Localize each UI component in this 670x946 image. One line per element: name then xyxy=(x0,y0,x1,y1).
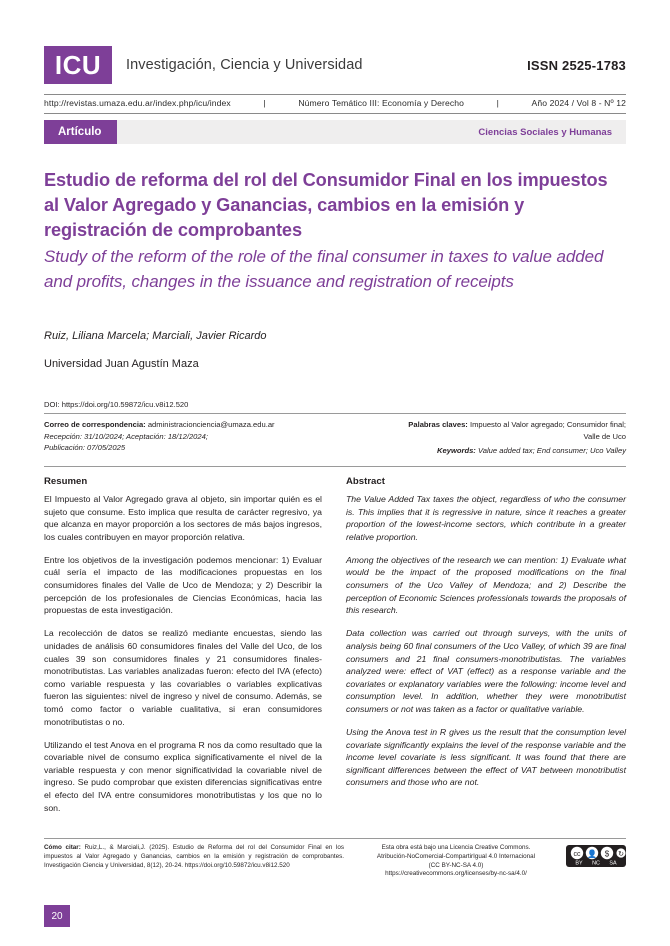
cc-label-sa: SA xyxy=(609,860,617,867)
journal-name: Investigación, Ciencia y Universidad xyxy=(126,57,363,73)
page-number: 20 xyxy=(44,905,70,927)
author-list: Ruiz, Liliana Marcela; Marciali, Javier Ricardo xyxy=(44,330,267,342)
doi-divider-bottom xyxy=(44,466,626,467)
section-bar xyxy=(44,120,626,144)
svg-text:👤: 👤 xyxy=(587,849,597,859)
section-area-label: Ciencias Sociales y Humanas xyxy=(478,126,612,138)
section-type-tag: Artículo xyxy=(44,120,117,144)
license-line-1: Esta obra está bajo una Licencia Creative Commons. xyxy=(381,844,531,851)
footer-divider xyxy=(44,838,626,839)
correspondence-email[interactable]: administracionciencia@umaza.edu.ar xyxy=(147,420,275,429)
abstract-heading: Abstract xyxy=(346,476,385,487)
svg-text:$: $ xyxy=(604,849,610,859)
license-line-2: Atribución-NoComercial-CompartirIgual 4.0 Internacional xyxy=(376,852,536,860)
abstract-paragraph-1: The Value Added Tax taxes the object, regardless of who the consumer is. This implies that it is regressive in nature, since it reaches a greater proportion of the lowest-income sectors, which contribute in a greater relative proportion. xyxy=(346,494,626,542)
abstract-paragraph-2: Among the objectives of the research we can mention: 1) Evaluate what would be the impact of the proposed modifications on the final consumers of the Uco Valley of Mendoza; and 2) Describe the perception of Economic Sciences professionals towards the proposals of this research. xyxy=(346,554,626,616)
issue-title: Número Temático III: Economía y Derecho xyxy=(298,98,465,108)
cc-label-by: BY xyxy=(575,860,583,867)
doi-line[interactable]: DOI: https://doi.org/10.59872/icu.v8i12.520 xyxy=(44,400,189,409)
masthead xyxy=(44,46,626,84)
citation-label: Cómo citar: xyxy=(44,844,81,851)
correspondence-label: Correo de correspondencia: xyxy=(44,420,146,429)
resumen-paragraph-1: El Impuesto al Valor Agregado grava al objeto, sin importar quién es el sujeto que consume. Esto implica que resulta de carácter regresivo, ya que alcanza en mayor proporción a los sectores de más bajos ingresos, los cuales contribuyen en mayor proporción relativa. xyxy=(44,494,322,542)
journal-logo: ICU xyxy=(44,46,112,84)
keywords-label-es: Palabras claves: xyxy=(408,420,468,429)
header-meta-line xyxy=(44,98,626,108)
keywords-value-en: Value added tax; End consumer; Uco Valley xyxy=(477,446,626,456)
svg-text:↻: ↻ xyxy=(618,851,624,858)
year-volume: Año 2024 / Vol 8 - Nº 12 xyxy=(531,98,626,108)
citation-block xyxy=(44,844,344,870)
citation-text: Ruiz,L., & Marciali,J. (2025). Estudio de Reforma del rol del Consumidor Final en los impuestos al Valor Agregado y Ganancias, cambios en la emisión y registración de comprobantes. Investigación Ciencia y Universidad, 8(12), 20-24. https://doi.org/10.59872/icu.v8i12.520 xyxy=(44,844,344,869)
license-line-3: (CC BY-NC-SA 4.0) xyxy=(428,861,484,869)
header-divider-top xyxy=(44,94,626,95)
correspondence-block xyxy=(44,419,344,454)
page-title: Estudio de reforma del rol del Consumidor Final en los impuestos al Valor Agregado y Ganancias, cambios en la emisión y registración de comprobantes xyxy=(44,170,608,240)
svg-text:cc: cc xyxy=(573,851,581,858)
resumen-paragraph-4: Utilizando el test Anova en el programa R nos da como resultado que la covariable nivel de consumo explica significativamente el nivel de la variable respuesta y con menor significatividad la covariable nivel de ingreso. Se pudo comprobar que existen diferencias significativas entre el efecto del IVA entre consumidores monotributistas y los que no lo son. xyxy=(44,739,322,813)
doi-divider-top xyxy=(44,413,626,414)
publication-date: Publicación: 07/05/2025 xyxy=(44,443,126,453)
resumen-paragraph-2: Entre los objetivos de la investigación podemos mencionar: 1) Evaluar cuál sería el impacto de las modificaciones propuestas en los consumidores finales del Valle de Uco de Mendoza; y 2) Describir la percepción de los profesionales de Ciencias Económicas, hacia las propuestas de esta investigación. xyxy=(44,554,322,616)
creative-commons-icon[interactable] xyxy=(566,845,626,867)
keywords-label-en: Keywords: xyxy=(437,446,476,456)
affiliation: Universidad Juan Agustín Maza xyxy=(44,358,199,370)
abstract-column xyxy=(346,476,626,799)
page-title-english: Study of the reform of the role of the final consumer in taxes to value added and profits, changes in the issuance and registration of receipts xyxy=(44,247,604,291)
reception-acceptance-dates: Recepción: 31/10/2024; Aceptación: 18/12/2024; xyxy=(44,431,208,441)
abstract-paragraph-4: Using the Anova test in R gives us the result that the consumption level covariate significantly explains the level of the response variable and the income level covariate is less significant. It was found that there are significant differences between the effect of VAT between monotributist consumers and those who are not. xyxy=(346,727,626,788)
resumen-paragraph-3: La recolección de datos se realizó mediante encuestas, siendo las unidades de análisis 60 consumidores finales del Valle del Uco, de los cuales 39 son consumidores finales y 21 consumidores finales-monotributistas. Las variables analizadas fueron: efecto del IVA (efecto) como variable respuesta y las covariables o variables explicativas fueron las siguientes: nivel de ingreso y nivel de consumo. Además, se tomó como factor o variable cualitativa, si eran consumidores monotributistas o no. xyxy=(44,628,322,727)
journal-url[interactable]: http://revistas.umaza.edu.ar/index.php/icu/index xyxy=(44,98,231,108)
header-divider-bottom xyxy=(44,113,626,114)
cc-label-nc: NC xyxy=(592,860,600,867)
license-block xyxy=(352,844,560,879)
keywords-value-es-cont: Valle de Uco xyxy=(583,431,626,441)
keywords-value-es: Impuesto al Valor agregado; Consumidor final; xyxy=(469,420,626,429)
meta-separator-1: | xyxy=(263,98,266,108)
abstract-paragraph-3: Data collection was carried out through surveys, with the units of analysis being 60 final consumers of the Uco Valley, of which 39 are final consumers and 21 final consumers-monotributistas. The variables analyzed were: effect of VAT (effect) as a response variable and the covariates or explanatory variables were the following: income level and consumption level. In addition, whether they were monotributist consumers or not was taken as a factor or qualitative variable. xyxy=(346,628,626,714)
license-url[interactable]: https://creativecommons.org/licenses/by-nc-sa/4.0/ xyxy=(385,870,527,878)
resumen-column xyxy=(44,476,322,825)
resumen-heading: Resumen xyxy=(44,476,88,487)
keywords-block xyxy=(352,419,626,457)
meta-separator-2: | xyxy=(496,98,499,108)
issn-label: ISSN 2525-1783 xyxy=(527,57,626,73)
